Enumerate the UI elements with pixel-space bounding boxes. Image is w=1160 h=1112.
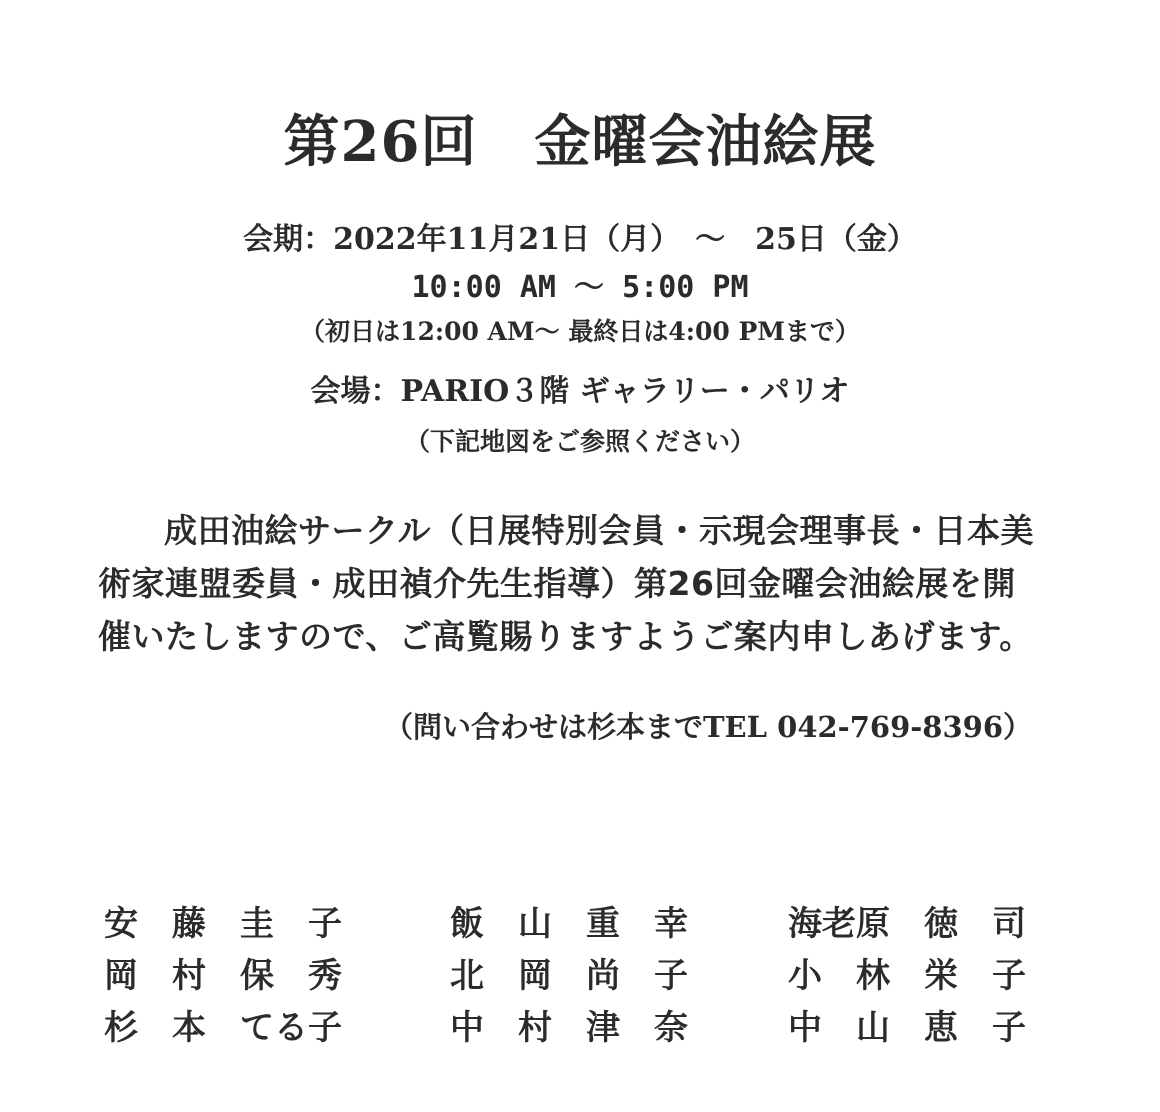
contact-info: （問い合わせは杉本までTEL 042-769-8396）	[383, 710, 1032, 744]
member-name: 海老原 徳 司	[788, 904, 1026, 944]
member-name: 小 林 栄 子	[788, 956, 1026, 996]
map-note: （下記地図をご参照ください）	[404, 427, 755, 456]
member-list	[104, 896, 1074, 1056]
member-name: 杉 本 てる子	[104, 1008, 342, 1048]
first-last-day-note: （初日は12:00 AM～ 最終日は4:00 PMまで）	[300, 317, 860, 346]
member-name: 岡 村 保 秀	[104, 956, 342, 996]
opening-hours: 10:00 AM ～ 5:00 PM	[411, 270, 749, 305]
member-name: 飯 山 重 幸	[450, 904, 688, 944]
venue: 会場：PARIO３階 ギャラリー・パリオ	[310, 374, 850, 409]
exhibition-period: 会期：2022年11月21日（月） ～ 25日（金）	[243, 222, 917, 257]
member-name: 中 山 恵 子	[788, 1008, 1026, 1048]
member-name: 北 岡 尚 子	[450, 956, 688, 996]
exhibition-title: 第26回 金曜会油絵展	[283, 109, 877, 175]
member-name: 中 村 津 奈	[450, 1008, 688, 1048]
invitation-text: 成田油絵サークル（日展特別会員・示現会理事長・日本美術家連盟委員・成田禎介先生指導）第26回金曜会油絵展を開催いたしますので、ご高覧賜りますようご案内申しあげます。	[98, 511, 1035, 656]
member-name: 安 藤 圭 子	[104, 904, 342, 944]
